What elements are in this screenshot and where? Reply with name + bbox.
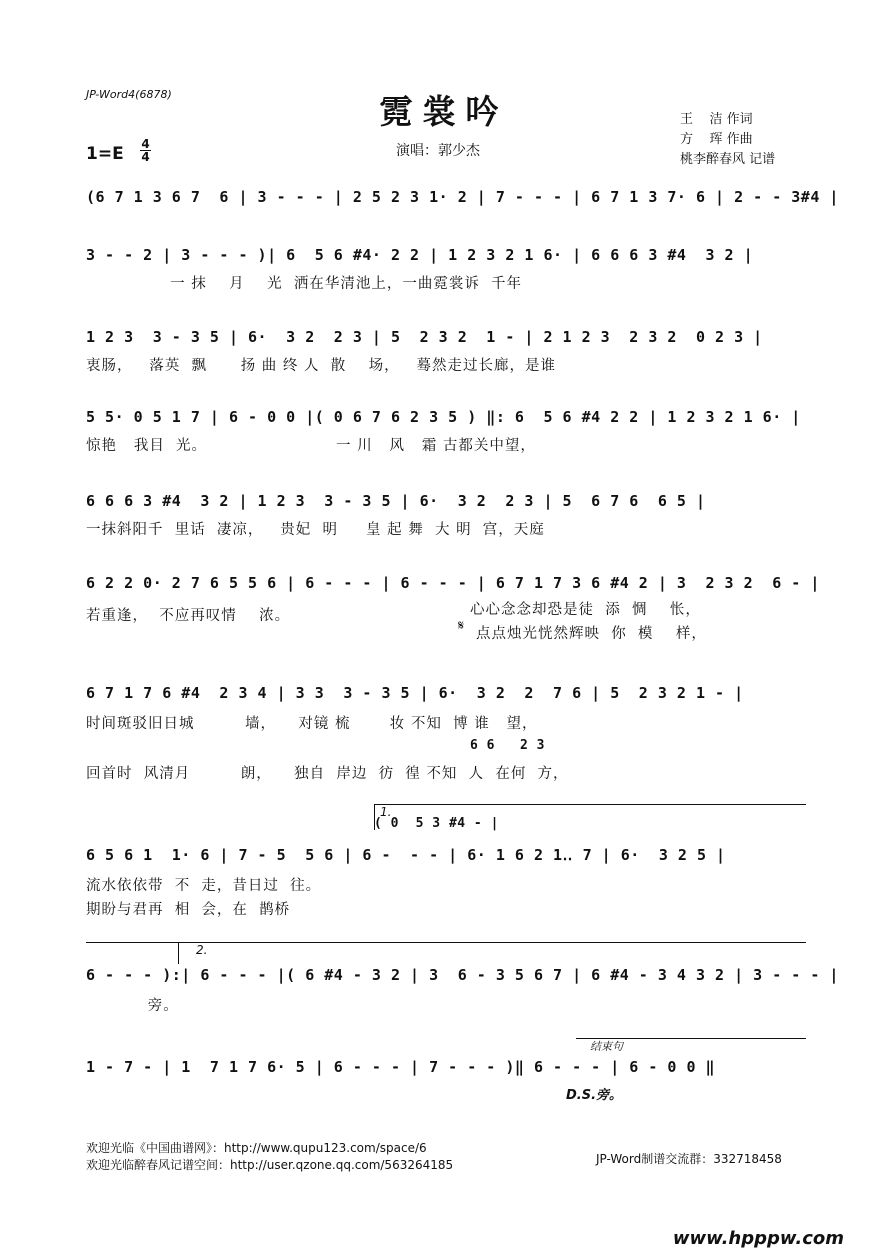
coda-label: 结束句 [590, 1040, 623, 1053]
score-row-10: 1 - 7 - | 1 7 1 7 6· 5 | 6 - - - | 7 - - - )‖ 6 - - - | 6 - 0 0 ‖ [86, 1058, 716, 1076]
score-row-3: 1 2 3 3 - 3 5 | 6· 3 2 2 3 | 5 2 3 2 1 - | 2 1 2 3 2 3 2 0 2 3 | [86, 328, 763, 346]
time-signature [140, 138, 151, 163]
volta2-bracket [178, 942, 179, 964]
score-row-1: (6 7 1 3 6 7 6 | 3 - - - | 2 5 2 3 1· 2 | 7 - - - | 6 7 1 3 7· 6 | 2 - - 3#4 | [86, 188, 839, 206]
watermark: www.hpppw.com [672, 1228, 844, 1249]
volta1-notes: ( 0 5 3 #4 - | [374, 816, 499, 831]
score-row-9: 6 - - - ):| 6 - - - |( 6 #4 - 3 2 | 3 6 - 3 5 6 7 | 6 #4 - 3 4 3 2 | 3 - - - | [86, 966, 839, 984]
footer-link-2: 欢迎光临醉春风记谱空间：http://user.qzone.qq.com/563264185 [86, 1158, 454, 1172]
time-sig-bottom: 4 [141, 150, 150, 164]
lyrics-row-2: 一 抹 月 光 洒在华清池上，一曲霓裳诉 千年 [86, 276, 523, 292]
lyrics-row-7-verse2: 回首时 风清月 朗， 独自 岸边 彷 徨 不知 人 在何 方， [86, 766, 569, 782]
verse2-line1: 心心念念却恐是徒 添 惆 怅， [470, 602, 701, 618]
lyrics-row-5: 一抹斜阳千 里话 凄凉， 贵妃 明 皇 起 舞 大 明 宫，天庭 [86, 522, 545, 538]
alt-notes: 6 6 2 3 [470, 738, 545, 753]
lyrics-row-8-verse2: 期盼与君再 相 会，在 鹊桥 [86, 902, 291, 918]
song-title: 霓裳吟 [379, 92, 509, 131]
key-signature: 1=E [86, 144, 124, 164]
footer-links [86, 1140, 453, 1174]
lyrics-row-6: 若重逢， 不应再叹情 浓。 [86, 608, 291, 624]
score-row-5: 6 6 6 3 #4 3 2 | 1 2 3 3 - 3 5 | 6· 3 2 2 3 | 5 6 7 6 6 5 | [86, 492, 706, 510]
footer-group: JP-Word制谱交流群：332718458 [596, 1152, 782, 1166]
verse2-line2: 点点烛光恍然辉映 你 模 样， [476, 626, 707, 642]
volta1-line [374, 804, 806, 805]
score-row-4: 5 5· 0 5 1 7 | 6 - 0 0 |( 0 6 7 6 2 3 5 ) ‖: 6 5 6 #4 2 2 | 1 2 3 2 1 6· | [86, 408, 801, 426]
score-row-2: 3 - - 2 | 3 - - - )| 6 5 6 #4· 2 2 | 1 2 3 2 1 6· | 6 6 6 3 #4 3 2 | [86, 246, 754, 264]
transcriber: 桃李醉春风 记谱 [680, 152, 776, 167]
lyrics-row-8: 流水依依带 不 走，昔日过 往。 [86, 878, 322, 894]
credits [680, 110, 775, 170]
lyrics-row-3: 衷肠， 落英 飘 扬 曲 终 人 散 场， 蓦然走过长廊，是谁 [86, 358, 557, 374]
lyrics-row-9: 旁。 [86, 998, 179, 1014]
lyrics-row-4: 惊艳 我目 光。 一 川 风 霜 古都关中望， [86, 438, 536, 454]
time-sig-top: 4 [141, 137, 150, 151]
composer: 方 珲 作曲 [680, 132, 753, 147]
score-row-7: 6 7 1 7 6 #4 2 3 4 | 3 3 3 - 3 5 | 6· 3 2 2 7 6 | 5 2 3 2 1 - | [86, 684, 744, 702]
score-row-8: 6 5 6 1 1· 6 | 7 - 5 5 6 | 6 - - - | 6· 1 6 2 1‥ 7 | 6· 3 2 5 | [86, 846, 726, 864]
ds-label: D.S.旁。 [566, 1088, 623, 1103]
lyrics-row-7: 时间斑驳旧日城 墙， 对镜 梳 妆 不知 博 谁 望， [86, 716, 538, 732]
footer-link-1: 欢迎光临《中国曲谱网》：http://www.qupu123.com/space/6 [86, 1141, 427, 1155]
volta2-line [86, 942, 806, 943]
segno-sign: 𝄋 [458, 618, 465, 634]
singer: 演唱：郭少杰 [396, 143, 480, 159]
app-tag: JP-Word4(6878) [86, 88, 172, 101]
score-row-6: 6 2 2 0· 2 7 6 5 5 6 | 6 - - - | 6 - - - | 6 7 1 7 3 6 #4 2 | 3 2 3 2 6 - | [86, 574, 820, 592]
volta1-label: 1. [380, 805, 392, 819]
lyricist: 王 洁 作词 [680, 112, 753, 127]
volta2-label: 2. [196, 943, 208, 957]
